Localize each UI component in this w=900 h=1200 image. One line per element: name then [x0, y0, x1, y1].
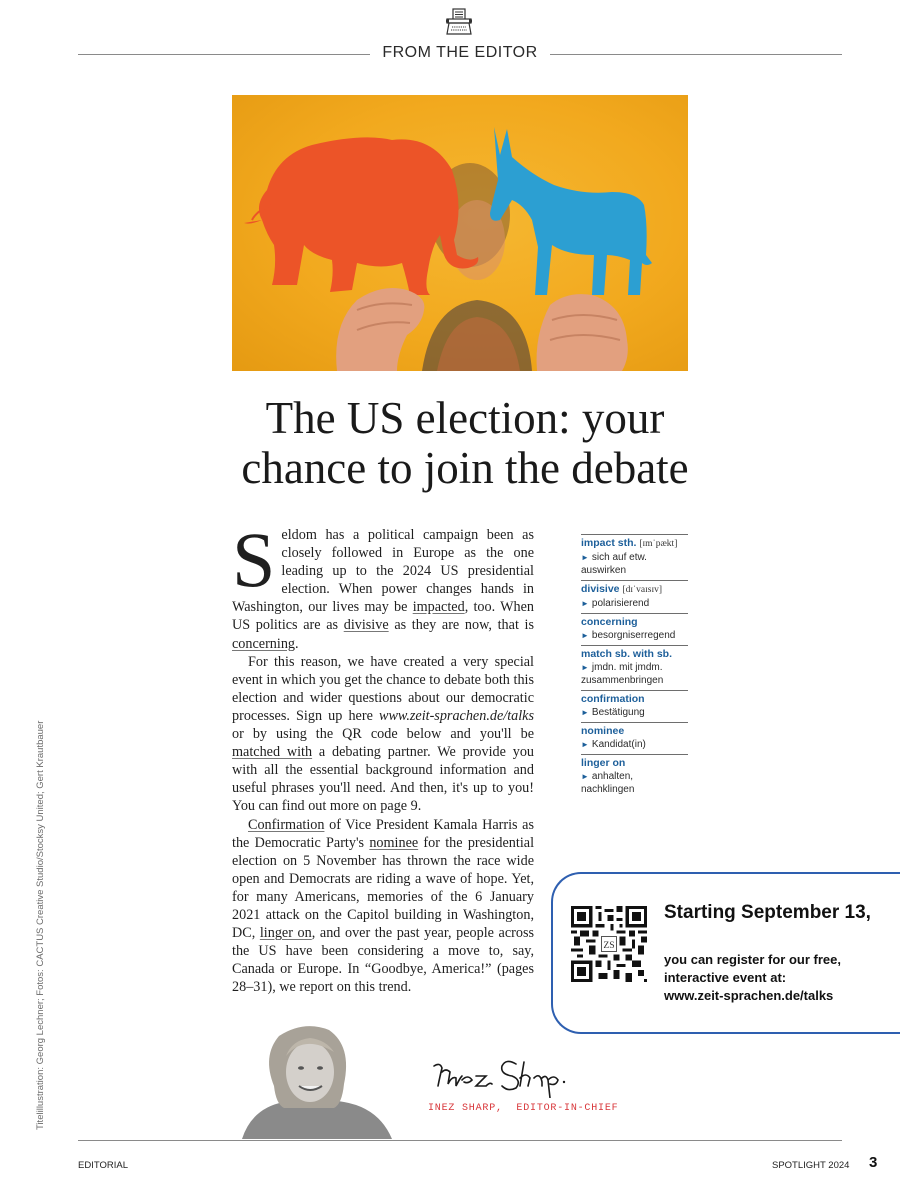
hero-image	[232, 95, 688, 371]
glossary-term-divisive: divisive	[343, 617, 389, 634]
header-divider-left	[78, 54, 370, 55]
header-divider-right	[550, 54, 842, 55]
promo-url-link[interactable]: www.zeit-sprachen.de/talks	[664, 988, 834, 1003]
glossary-item	[581, 645, 688, 690]
paragraph-1	[232, 516, 535, 653]
arrow-icon: ►	[581, 708, 589, 717]
text: , and over the past year, people across the US have been considering a move to, say, Canada or Europe. In “Goodbye, America!” (pages 28–31), we report on this trend.	[232, 925, 535, 996]
promo-subtext	[664, 951, 894, 1005]
drop-cap: S	[232, 516, 276, 603]
footer-divider	[78, 1140, 842, 1141]
text: , too. When US politics are as	[232, 599, 535, 634]
arrow-icon: ►	[581, 599, 589, 608]
glossary-term-confirmation: Confirmation	[248, 816, 325, 833]
pronunciation: [ɪmˈpækt]	[639, 539, 678, 549]
glossary-item	[581, 690, 688, 722]
glossary-definition: polarisierend	[591, 598, 650, 609]
arrow-icon: ►	[581, 663, 589, 672]
promo-description: you can register for our free, interactive event at:	[664, 952, 841, 985]
paragraph-2	[232, 653, 534, 816]
glossary-term-linger-on: linger on	[259, 925, 312, 942]
editor-portrait	[234, 1016, 394, 1139]
article-headline	[150, 393, 780, 493]
glossary-term: linger on	[581, 757, 626, 769]
typewriter-icon	[444, 8, 474, 36]
glossary-term-impacted: impacted	[412, 599, 465, 616]
paragraph-3	[232, 816, 534, 997]
text: a debating partner. We provide you with all the essential background information and useful phrases you'll need. And then, it's up to you! You can find out more on page 9.	[232, 744, 535, 815]
glossary-term-concerning: concerning	[232, 635, 296, 652]
arrow-icon: ►	[581, 553, 589, 562]
editor-signature	[428, 1054, 598, 1098]
glossary-definition: jmdn. mit jmdm. zusammenbringen	[581, 662, 664, 686]
article-body	[232, 516, 535, 996]
text: of Vice President Kamala Harris as the Democratic Party's	[232, 816, 534, 851]
text: .	[295, 635, 299, 652]
section-title: FROM THE EDITOR	[382, 44, 538, 61]
page-number: 3	[869, 1154, 878, 1171]
footer-section: EDITORIAL	[78, 1160, 128, 1171]
glossary-term-matched-with: matched with	[232, 744, 313, 761]
glossary-term: nominee	[581, 725, 625, 737]
pronunciation: [dɪˈvaɪsɪv]	[622, 585, 663, 595]
donkey-cutout	[490, 127, 652, 295]
glossary-definition: sich auf etw. auswirken	[581, 552, 647, 576]
text: as they are now, that is	[388, 617, 535, 634]
glossary-sidebar	[581, 534, 688, 799]
glossary-term: match sb. with sb.	[581, 648, 673, 660]
elephant-cutout	[244, 137, 478, 295]
glossary-term: divisive	[581, 583, 620, 595]
editor-caption: INEZ SHARP, EDITOR-IN-CHIEF	[428, 1103, 619, 1114]
glossary-term-nominee: nominee	[369, 834, 419, 851]
qr-logo: ZS	[603, 939, 615, 951]
glossary-definition: anhalten, nachklingen	[581, 771, 635, 795]
headline-line-1: The US election: your	[265, 393, 665, 443]
glossary-item	[581, 754, 688, 799]
glossary-definition: besorgniserregend	[591, 630, 676, 641]
glossary-item	[581, 580, 688, 613]
qr-code-icon[interactable]	[571, 906, 647, 982]
glossary-term: confirmation	[581, 693, 645, 705]
photo-credit: Titelillustration: Georg Lechner; Fotos: CACTUS Creative Studio/Stocksy United; Gert Krautbauer	[35, 720, 46, 1130]
event-link[interactable]: www.zeit-sprachen.de/talks	[379, 707, 534, 724]
text: for the presidential election on 5 November has thrown the race wide open and Democrats are riding a wave of hope. Yet, for many Americans, memories of the 6 January 2021 attack on the Capitol building in Washington, DC,	[232, 834, 535, 942]
glossary-item	[581, 534, 688, 580]
glossary-definition: Kandidat(in)	[591, 739, 646, 750]
footer-publication: SPOTLIGHT 2024	[772, 1160, 850, 1171]
text: For this reason, we have created a very special event in which you get the chance to debate both this election and wider questions about our democratic processes. Sign up here	[232, 653, 534, 724]
promo-headline: Starting September 13,	[664, 902, 871, 923]
text: or by using the QR code below and you'll be	[232, 726, 534, 743]
glossary-item	[581, 613, 688, 645]
text: eldom has a political campaign been as closely followed in Europe as the one leading up to the 2024 US presidential election. When power changes hands in Washington, our lives may be	[232, 527, 534, 616]
glossary-item	[581, 722, 688, 754]
glossary-term: concerning	[581, 616, 638, 628]
arrow-icon: ►	[581, 631, 589, 640]
headline-line-2: chance to join the debate	[241, 443, 689, 493]
glossary-term: impact sth.	[581, 537, 637, 549]
arrow-icon: ►	[581, 740, 589, 749]
arrow-icon: ►	[581, 772, 589, 781]
glossary-definition: Bestätigung	[591, 707, 645, 718]
